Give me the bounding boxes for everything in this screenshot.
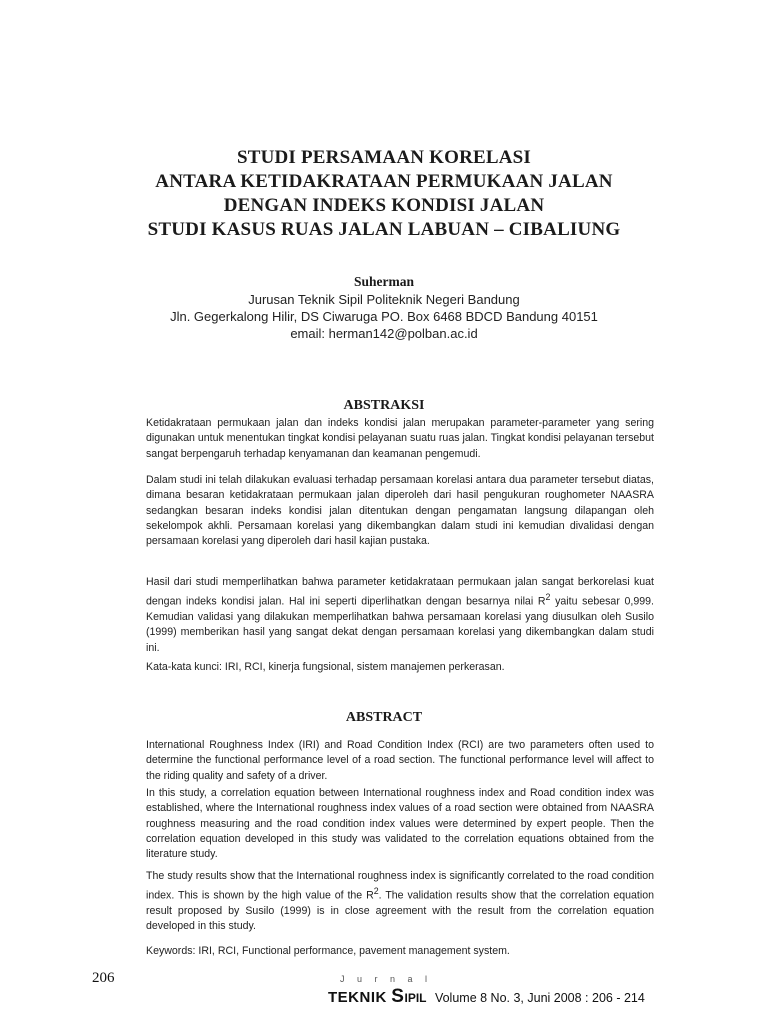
abstraksi-p3-text-b: yaitu sebesar 0,999. Kemudian validasi yang dilakukan memperlihatkan bahwa persamaan korelasi yang diusulkan oleh Susilo (1999) memberikan hasil yang sangat dekat dengan persamaan korelasi yang dikembangkan dalam studi ini. — [146, 595, 654, 654]
journal-volume: Volume 8 No. 3, Juni 2008 : 206 - 214 — [434, 991, 645, 1005]
title-line-1: STUDI PERSAMAAN KORELASI — [236, 147, 532, 168]
abstract-paragraph-1: International Roughness Index (IRI) and Road Condition Index (RCI) are two parameters often used to determine the functional performance level of a road section. The functional performance level will affect to the riding quality and safety of a driver. — [146, 739, 654, 782]
author-email: email: herman142@polban.ac.id — [290, 326, 478, 341]
journal-logo-deco: J u r n a l — [340, 974, 433, 984]
journal-brand-teknik: TEKNIK — [328, 989, 387, 1006]
title-line-2: ANTARA KETIDAKRATAAN PERMUKAAN JALAN — [155, 171, 613, 192]
author-affiliation: Jurusan Teknik Sipil Politeknik Negeri Bandung — [248, 292, 520, 307]
title-line-3: DENGAN INDEKS KONDISI JALAN — [223, 195, 545, 216]
paper-title — [60, 146, 708, 242]
journal-footer — [328, 986, 688, 1008]
abstract-paragraph-2: In this study, a correlation equation between International roughness index and Road condition index was established, where the International roughness index values of a road section were obtained from NAASRA roughness measuring and the road condition index values were determined by expert people. Then the correlation equation developed in this study was validated to the correlation equations obtained from the literature study. — [146, 787, 654, 861]
abstract-r-squared-exponent: 2 — [373, 886, 379, 897]
abstract-p3-text-a: The study results show that the International roughness index is significantly correlated to the road condition index. This is shown by the high value of the R — [146, 870, 654, 902]
abstraksi-heading: ABSTRAKSI — [343, 398, 425, 413]
author-block — [60, 272, 708, 342]
abstraksi-paragraph-1: Ketidakrataan permukaan jalan dan indeks kondisi jalan merupakan parameter-parameter yang sering digunakan untuk menentukan tingkat kondisi pelayanan suatu ruas jalan. Tingkat kondisi pelayanan tersebut sangat berpengaruh terhadap kenyamanan dan keamanan pengemudi. — [146, 417, 654, 460]
title-line-4: STUDI KASUS RUAS JALAN LABUAN – CIBALIUNG — [147, 219, 621, 240]
abstract-paragraph-3 — [146, 869, 654, 935]
abstract-p3-text-b: . The validation results show that the correlation equation result proposed by Susilo (1999) is in close agreement with the result from the correlation equation developed in this study. — [146, 889, 654, 933]
abstraksi-r-squared-exponent: 2 — [545, 592, 551, 603]
page-number: 206 — [92, 970, 115, 986]
abstraksi-p3-text-a: Hasil dari studi memperlihatkan bahwa parameter ketidakrataan permukaan jalan sangat berkorelasi kuat dengan indeks kondisi jalan. Hal ini seperti diperlihatkan dengan besarnya nilai R — [146, 576, 654, 608]
journal-brand-s: S — [391, 986, 405, 1007]
abstraksi-paragraph-3 — [146, 575, 654, 656]
journal-brand-ipil: IPIL — [404, 991, 427, 1005]
abstraksi-paragraph-2: Dalam studi ini telah dilakukan evaluasi terhadap persamaan korelasi antara dua parameter tersebut diatas, dimana besaran ketidakrataan permukaan jalan diperoleh dari hasil pengukuran roughometer NAASRA sedangkan besaran indeks kondisi jalan ditentukan dengan pengamatan langsung dilapangan oleh sekelompok akhli. Persamaan korelasi yang dikembangkan dalam studi ini kemudian divalidasi dengan persamaan korelasi yang diperoleh dari hasil kajian pustaka. — [146, 474, 654, 548]
abstract-heading: ABSTRACT — [345, 710, 423, 725]
author-address: Jln. Gegerkalong Hilir, DS Ciwaruga PO. Box 6468 BDCD Bandung 40151 — [170, 309, 598, 324]
abstraksi-keywords: Kata-kata kunci: IRI, RCI, kinerja fungsional, sistem manajemen perkerasan. — [146, 661, 505, 673]
author-name: Suherman — [353, 274, 414, 289]
abstract-keywords: Keywords: IRI, RCI, Functional performance, pavement management system. — [146, 945, 510, 957]
